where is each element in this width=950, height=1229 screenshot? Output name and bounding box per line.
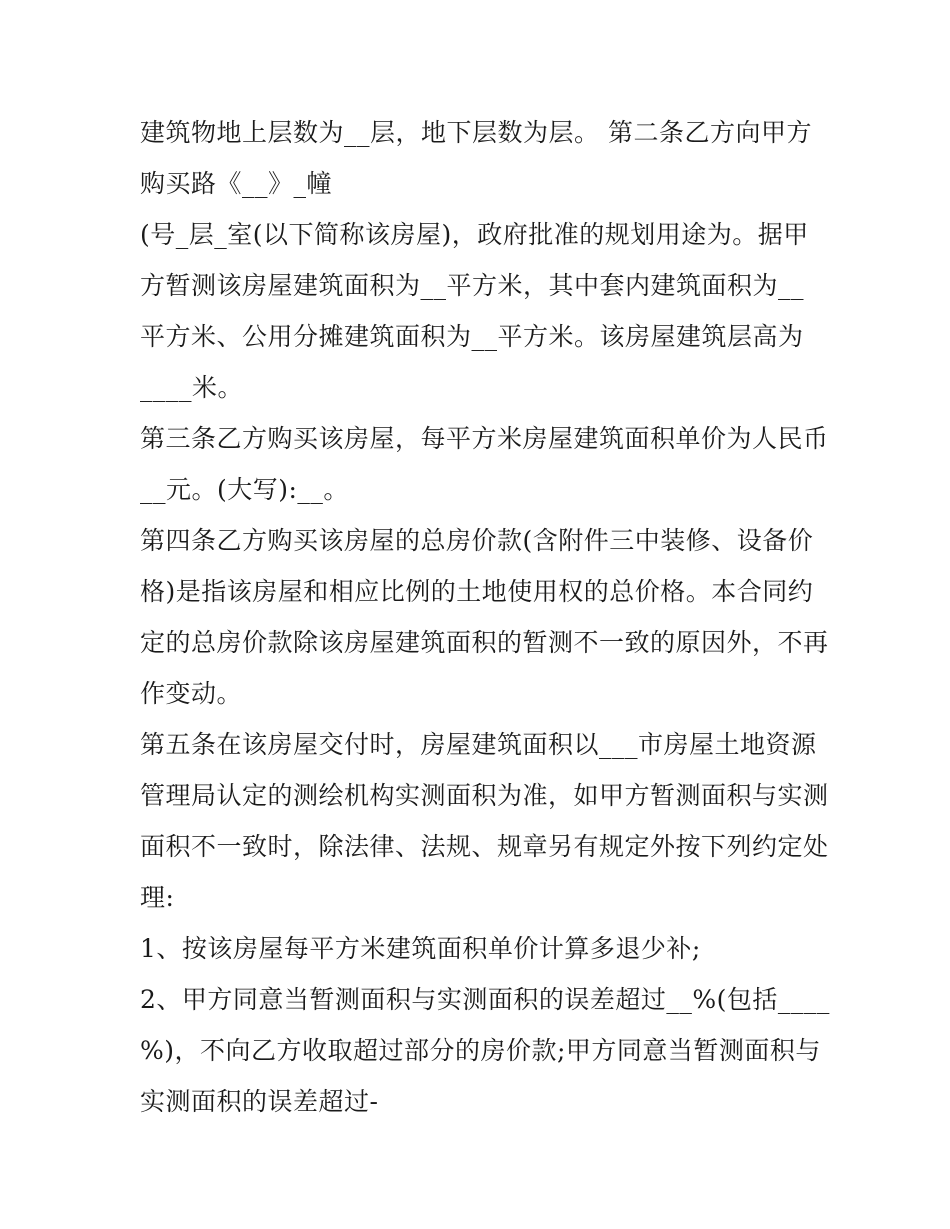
text-line-4: 方暂测该房屋建筑面积为__平方米，其中套内建筑面积为__	[140, 271, 805, 300]
document-body	[140, 107, 830, 1127]
text-line-13: 第五条在该房屋交付时，房屋建筑面积以___市房屋土地资源	[140, 730, 817, 759]
text-line-16: 理:	[140, 883, 175, 912]
text-line-7: 第三条乙方购买该房屋，每平方米房屋建筑面积单价为人民币	[140, 424, 829, 453]
text-line-20: 实测面积的误差超过-	[140, 1087, 379, 1116]
text-line-18: 2、甲方同意当暂测面积与实测面积的误差超过__%(包括____	[140, 985, 830, 1014]
text-line-14: 管理局认定的测绘机构实测面积为准，如甲方暂测面积与实测	[140, 781, 829, 810]
text-line-12: 作变动。	[140, 679, 243, 708]
text-line-11: 定的总房价款除该房屋建筑面积的暂测不一致的原因外，不再	[140, 628, 829, 657]
text-line-2: 购买路《__》_幢	[140, 169, 333, 198]
text-line-19: %)，不向乙方收取超过部分的房价款;甲方同意当暂测面积与	[140, 1036, 821, 1065]
text-line-8: __元。(大写):__。	[140, 475, 349, 504]
text-line-6: ____米。	[140, 373, 244, 402]
text-line-9: 第四条乙方购买该房屋的总房价款(含附件三中装修、设备价	[140, 526, 814, 555]
text-line-15: 面积不一致时，除法律、法规、规章另有规定外按下列约定处	[140, 832, 829, 861]
text-line-5: 平方米、公用分摊建筑面积为__平方米。该房屋建筑层高为	[140, 322, 804, 351]
text-line-1: 建筑物地上层数为__层，地下层数为层。 第二条乙方向甲方	[140, 118, 812, 147]
text-line-17: 1、按该房屋每平方米建筑面积单价计算多退少补;	[140, 934, 701, 963]
text-line-10: 格)是指该房屋和相应比例的土地使用权的总价格。本合同约	[140, 577, 814, 606]
text-line-3: (号_层_室(以下简称该房屋)，政府批准的规划用途为。据甲	[140, 220, 809, 249]
